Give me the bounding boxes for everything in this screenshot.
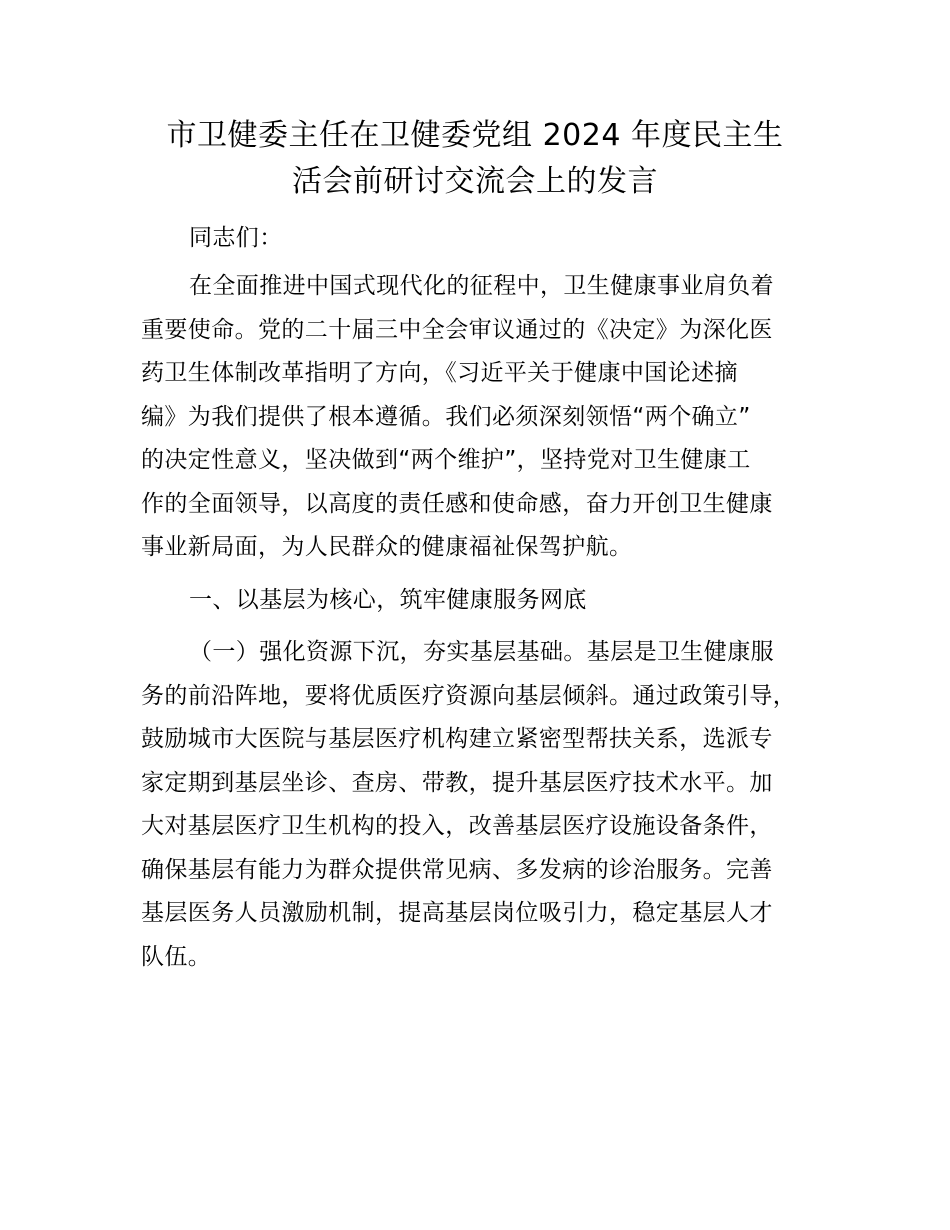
paragraph-line: 大对基层医疗卫生机构的投入，改善基层医疗设施设备条件，: [141, 813, 773, 839]
paragraph-line: 作的全面领导，以高度的责任感和使命感，奋力开创卫生健康: [141, 490, 773, 517]
salutation: 同志们：: [189, 225, 283, 251]
section-heading-1: 一、以基层为核心，筑牢健康服务网底: [189, 587, 587, 613]
paragraph-line: 事业新局面，为人民群众的健康福祉保驾护航。: [141, 534, 633, 560]
paragraph-line: 在全面推进中国式现代化的征程中，卫生健康事业肩负着: [189, 273, 774, 299]
paragraph-line: 基层医务人员激励机制，提高基层岗位吸引力，稳定基层人才: [141, 900, 773, 926]
paragraph-line: 的决定性意义，坚决做到“两个维护”，坚持党对卫生健康工: [141, 447, 751, 473]
paragraph-line: 确保基层有能力为群众提供常见病、多发病的诊治服务。完善: [141, 856, 773, 883]
document-title: [120, 113, 830, 205]
paragraph-line: 编》为我们提供了根本遵循。我们必须深刻领悟“两个确立”: [141, 403, 751, 430]
paragraph-line: 队伍。: [141, 943, 212, 970]
paragraph-line: 鼓励城市大医院与基层医疗机构建立紧密型帮扶关系，选派专: [141, 726, 773, 752]
paragraph-line: 家定期到基层坐诊、查房、带教，提升基层医疗技术水平。加: [141, 769, 773, 796]
paragraph-line: 务的前沿阵地，要将优质医疗资源向基层倾斜。通过政策引导，: [141, 682, 797, 709]
paragraph-line: （一）强化资源下沉，夯实基层基础。基层是卫生健康服: [189, 639, 774, 665]
title-line-1: 市卫健委主任在卫健委党组 2024 年度民主生: [166, 118, 784, 153]
title-line-2: 活会前研讨交流会上的发言: [292, 164, 658, 199]
paragraph-line: 重要使命。党的二十届三中全会审议通过的《决定》为深化医: [141, 316, 773, 343]
paragraph-line: 药卫生体制改革指明了方向，《习近平关于健康中国论述摘: [141, 360, 738, 386]
paragraph-intro: [141, 265, 831, 570]
paragraph-section-1-1: [141, 631, 831, 979]
